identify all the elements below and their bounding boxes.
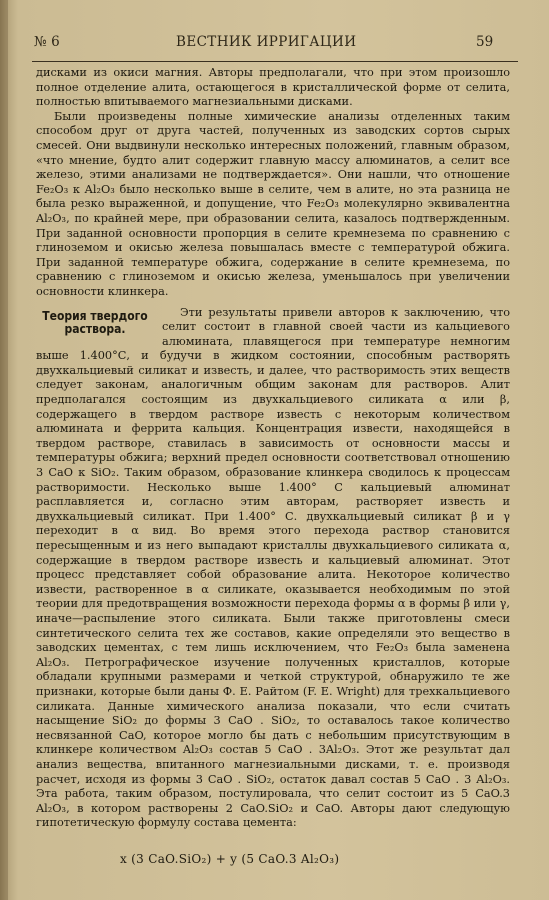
formula: x (3 CaO.SiO₂) + y (5 CaO.3 Al₂O₃) <box>120 852 340 866</box>
sidenote-heading: Теория твердого раствора. <box>42 308 148 336</box>
article-body <box>36 66 510 831</box>
running-header <box>0 34 549 58</box>
header-rule <box>32 61 518 62</box>
section-theory <box>36 306 510 831</box>
issue-number: № 6 <box>34 34 60 50</box>
paragraph-continued: дисками из окиси магния. Авторы предполагали, что при этом произошло полное отделение алита, остающегося в кристаллической форме от селита, полностью впитываемого магнезиальными дисками. <box>36 66 510 109</box>
page-binding-shadow <box>0 0 8 900</box>
paragraph-theory: Эти результаты привели авторов к заключению, что селит состоит в главной своей части из кальциевого алюмината, плавящегося при температуре немногим выше 1.400°С, и будучи в жидком состоянии, способным растворять двухкальциевый силикат и известь, и далее, что растворимость этих веществ следует законам, аналогичным общим законам для растворов. Алит предполагался состоящим из двухкальциевого силиката α или β, содержащего в твердом растворе известь с некоторым количеством алюмината и феррита кальция. Концентрация извести, находящейся в твердом растворе, ставилась в зависимость от основности массы и температуры обжига; верхний предел основности соответствовал отношению 3 СаО к SiO₂. Таким образом, образование клинкера сводилось к процессам растворимости. Несколько выше 1.400° С кальциевый алюминат расплавляется и, согласно этим авторам, растворяет известь и двухкальциевый силикат. При 1.400° С. двухкальциевый силикат β и γ переходит в α вид. Во время этого перехода раствор становится пересыщенным и из него выпадают кристаллы двухкальциевого силиката α, содержащие в твердом растворе известь и кальциевый алюминат. Этот процесс представляет собой образование алита. Некоторое количество извести, растворенное в α силикате, оказывается необходимым по этой теории для предотвращения возможности перехода формы α в формы β или γ, иначе—распыление этого силиката. Были также приготовлены смеси синтетического селита тех же составов, какие определяли это вещество в заводских цементах, с тем лишь исключением, что Fe₂O₃ была заменена Al₂O₃. Петрографическое изучение полученных кристаллов, которые обладали крупными размерами и четкой структурой, обнаружило те же признаки, которые были даны Ф. Е. Райтом (F. E. Wright) для трехкальциевого силиката. Данные химического анализа показали, что если считать насыщение SiO₂ до формы 3 CaO . SiO₂, то оставалось такое количество несвязанной CaO, которое могло бы дать с небольшим присутствующим в клинкере количеством Al₂O₃ состав 5 CaO . 3Al₂O₃. Этот же результат дал анализ вещества, впитанного магнезиальными дисками, т. е. производя расчет, исходя из формы 3 CaO . SiO₂, остаток давал состав 5 CaO . 3 Al₂O₃. Эта работа, таким образом, постулировала, что селит состоит из 5 CaO.3 Al₂O₃, в котором растворены 2 CaO.SiO₂ и CaO. Авторы дают следующую гипотетическую формулу состава цемента: <box>36 305 510 830</box>
paragraph-analyses: Были произведены полные химические анализы отделенных таким способом друг от друга частей, полученных из заводских сортов сырых смесей. Они выдвинули несколько интересных положений, главным образом, «что мнение, будто алит содержит главную массу алюминатов, а селит все железо, этими анализами не подтверждается». Они нашли, что отношение Fe₂O₃ к Al₂O₃ было несколько выше в селите, чем в алите, но эта разница не была резко выраженной, и допущение, что Fe₂O₃ молекулярно эквивалентна Al₂O₃, по крайней мере, при образовании селита, казалось подтвержденным. При заданной основности пропорция в селите кремнезема по сравнению с глиноземом и окисью железа повышалась вместе с температурой обжига. При заданной температуре обжига, содержание в селите кремнезема, по сравнению с глиноземом и окисью железа, уменьшалось при увеличении основности клинкера. <box>36 109 510 298</box>
page-number: 59 <box>476 34 494 50</box>
journal-title: ВЕСТНИК ИРРИГАЦИИ <box>176 34 357 50</box>
